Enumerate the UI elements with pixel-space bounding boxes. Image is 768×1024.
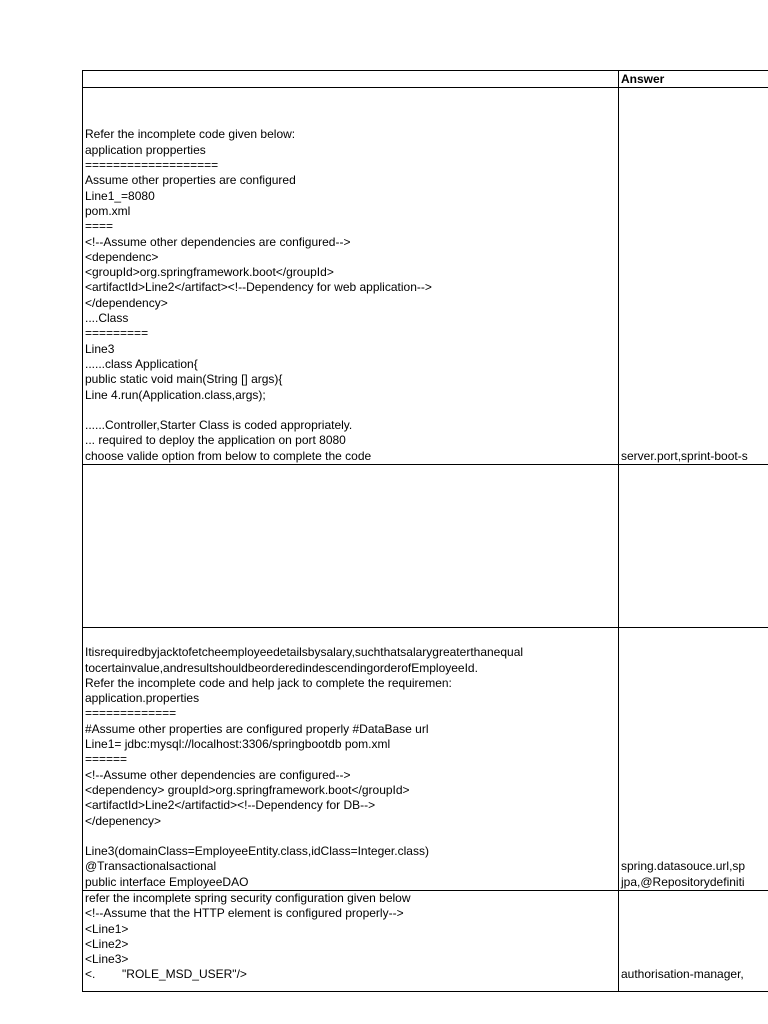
question-line: <. "ROLE_MSD_USER"/>: [85, 967, 247, 982]
question-line: application propperties: [85, 142, 206, 157]
question-line: =============: [85, 706, 177, 721]
answer-line: jpa,@Repositorydefiniti: [621, 874, 745, 889]
question-line: <artifactId>Line2</artifactid><!--Dependency for DB-->: [85, 798, 376, 813]
table-row: [83, 88, 768, 465]
question-line: Assume other properties are configured: [85, 173, 296, 188]
answer-line: authorisation-manager,: [621, 967, 744, 981]
table-row: [83, 465, 768, 628]
question-line: </depenency>: [85, 813, 162, 828]
question-line: public static void main(String [] args){: [85, 372, 283, 387]
question-line: <!--Assume that the HTTP element is configured properly-->: [85, 906, 404, 921]
question-line: <Line1>: [85, 921, 129, 936]
question-line: <dependenc>: [85, 249, 159, 264]
question-line: choose valide option from below to complete the code: [85, 448, 372, 463]
question-line: pom.xml: [85, 203, 131, 218]
question-header-cell[interactable]: [83, 71, 619, 88]
question-line: ====: [85, 219, 114, 234]
question-line: Refer the incomplete code given below:: [85, 127, 296, 142]
question-line: Line 4.run(Application.class,args);: [85, 387, 266, 402]
question-line: <dependency> groupId>org.springframework.boot</groupId>: [85, 782, 410, 797]
answer-cell[interactable]: [619, 88, 768, 465]
question-line: =========: [85, 326, 149, 341]
question-line: <Line3>: [85, 952, 129, 967]
question-line: ... required to deploy the application on port 8080: [85, 433, 346, 448]
question-line: Line1_=8080: [85, 188, 155, 203]
question-line: Line1= jdbc:mysql://localhost:3306/springbootdb pom.xml: [85, 737, 391, 752]
question-line: tocertainvalue,andresultshouldbeorderedindescendingorderofEmployeeId.: [85, 660, 478, 675]
question-line: Refer the incomplete code and help jack to complete the requiremen:: [85, 675, 452, 690]
question-line: Line3: [85, 341, 115, 356]
answer-cell[interactable]: [619, 628, 768, 891]
question-cell[interactable]: [83, 88, 619, 465]
header-row: [83, 71, 768, 88]
question-line: Itisrequiredbyjacktofetcheemployeedetailsbysalary,suchthatsalarygreaterthanequal: [85, 645, 524, 660]
answer-cell[interactable]: [619, 465, 768, 628]
question-line: [85, 829, 618, 844]
table-row: [83, 628, 768, 891]
question-line: #Assume other properties are configured properly #DataBase url: [85, 721, 429, 736]
question-line: Line3(domainClass=EmployeeEntity.class,idClass=Integer.class): [85, 844, 429, 859]
question-cell[interactable]: [83, 628, 619, 891]
question-line: <groupId>org.springframework.boot</groupId>: [85, 265, 334, 280]
answer-line: spring.datasouce.url,sp: [621, 859, 746, 874]
question-line: ......class Application{: [85, 356, 198, 371]
answer-line: server.port,sprint-boot-s: [621, 448, 748, 463]
spreadsheet-table: [82, 70, 768, 992]
answer-cell[interactable]: [619, 891, 768, 992]
answer-header-cell[interactable]: Answer: [619, 71, 768, 88]
question-cell[interactable]: [83, 465, 619, 628]
question-line: public interface EmployeeDAO: [85, 874, 249, 889]
question-line: ===================: [85, 158, 219, 173]
table-row: [83, 891, 768, 992]
question-line: </dependency>: [85, 295, 168, 310]
question-line: refer the incomplete spring security configuration given below: [85, 891, 411, 905]
question-line: ....Class: [85, 311, 129, 326]
question-line: <artifactId>Line2</artifact><!--Dependency for web application-->: [85, 280, 432, 295]
question-line: <!--Assume other dependencies are configured-->: [85, 767, 351, 782]
question-line: [85, 403, 618, 418]
question-line: <!--Assume other dependencies are configured-->: [85, 234, 351, 249]
question-line: application.properties: [85, 691, 200, 706]
question-cell[interactable]: [83, 891, 619, 992]
question-line: ======: [85, 752, 128, 767]
question-line: @Transactionalsactional: [85, 859, 217, 874]
question-line: <Line2>: [85, 936, 129, 951]
question-line: ......Controller,Starter Class is coded appropriately.: [85, 418, 353, 433]
